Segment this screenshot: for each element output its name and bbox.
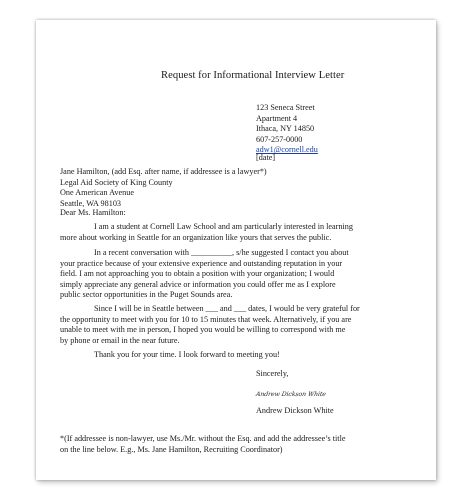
- paragraph-1-line: I am a student at Cornell Law School and am particularly interested in learning: [94, 222, 353, 231]
- closing: Sincerely,: [256, 369, 289, 378]
- paragraph-3-line: by phone or email in the near future.: [60, 335, 180, 345]
- paragraph-1-line: more about working in Seattle for an organization like yours that serves the public.: [60, 232, 332, 242]
- recipient-address: [60, 167, 267, 209]
- paragraph-3-line: unable to meet with me in person, I hoped you would be willing to correspond with me: [60, 325, 346, 335]
- sender-street: 123 Seneca Street: [256, 103, 315, 112]
- footnote: [60, 434, 345, 455]
- sender-city: Ithaca, NY 14850: [256, 124, 315, 134]
- paragraph-2-line: public sector opportunities in the Puget Sounds area.: [60, 290, 233, 300]
- paragraph-2-line: your practice because of your extensive experience and outstanding reputation in your: [60, 258, 343, 268]
- sender-phone: 607-257-0000: [256, 134, 303, 144]
- paragraph-3: [60, 304, 400, 346]
- paragraph-2: [60, 248, 400, 301]
- sender-apartment: Apartment 4: [256, 113, 298, 123]
- paragraph-3-line: the opportunity to meet with you for 10 to 15 minutes that week. Alternatively, if you are: [60, 314, 352, 324]
- paragraph-3-line: Since I will be in Seattle between ___ and ___ dates, I would be very grateful for: [94, 304, 360, 313]
- paragraph-4: Thank you for your time. I look forward to meeting you!: [94, 350, 280, 359]
- sender-email-link[interactable]: adw1@cornell.edu: [256, 145, 318, 155]
- letter-title: Request for Informational Interview Letter: [161, 70, 345, 81]
- letter-date: [date]: [256, 153, 276, 162]
- footnote-line: *(If addressee is non-lawyer, use Ms./Mr. without the Esq. and add the addressee’s title: [60, 434, 346, 443]
- salutation: Dear Ms. Hamilton:: [60, 208, 126, 217]
- recipient-city: Seattle, WA 98103: [60, 198, 122, 208]
- footnote-line: on the line below. E.g., Ms. Jane Hamilton, Recruiting Coordinator): [60, 444, 283, 454]
- recipient-organization: Legal Aid Society of King County: [60, 177, 173, 187]
- recipient-name: Jane Hamilton, (add Esq. after name, if addressee is a lawyer*): [60, 167, 267, 176]
- sender-address: [256, 103, 318, 156]
- paragraph-2-line: In a recent conversation with __________, s/he suggested I contact you about: [94, 248, 349, 257]
- letter-page: [36, 20, 436, 480]
- handwritten-signature: Andrew Dickson White: [255, 391, 327, 398]
- recipient-street: One American Avenue: [60, 188, 134, 198]
- paragraph-2-line: simply appreciate any general advice or information you could offer me as I explore: [60, 279, 336, 289]
- signature-name: Andrew Dickson White: [256, 406, 334, 415]
- paragraph-1: [60, 222, 400, 243]
- paragraph-2-line: field. I am not approaching you to obtain a position with your organization; I would: [60, 269, 335, 279]
